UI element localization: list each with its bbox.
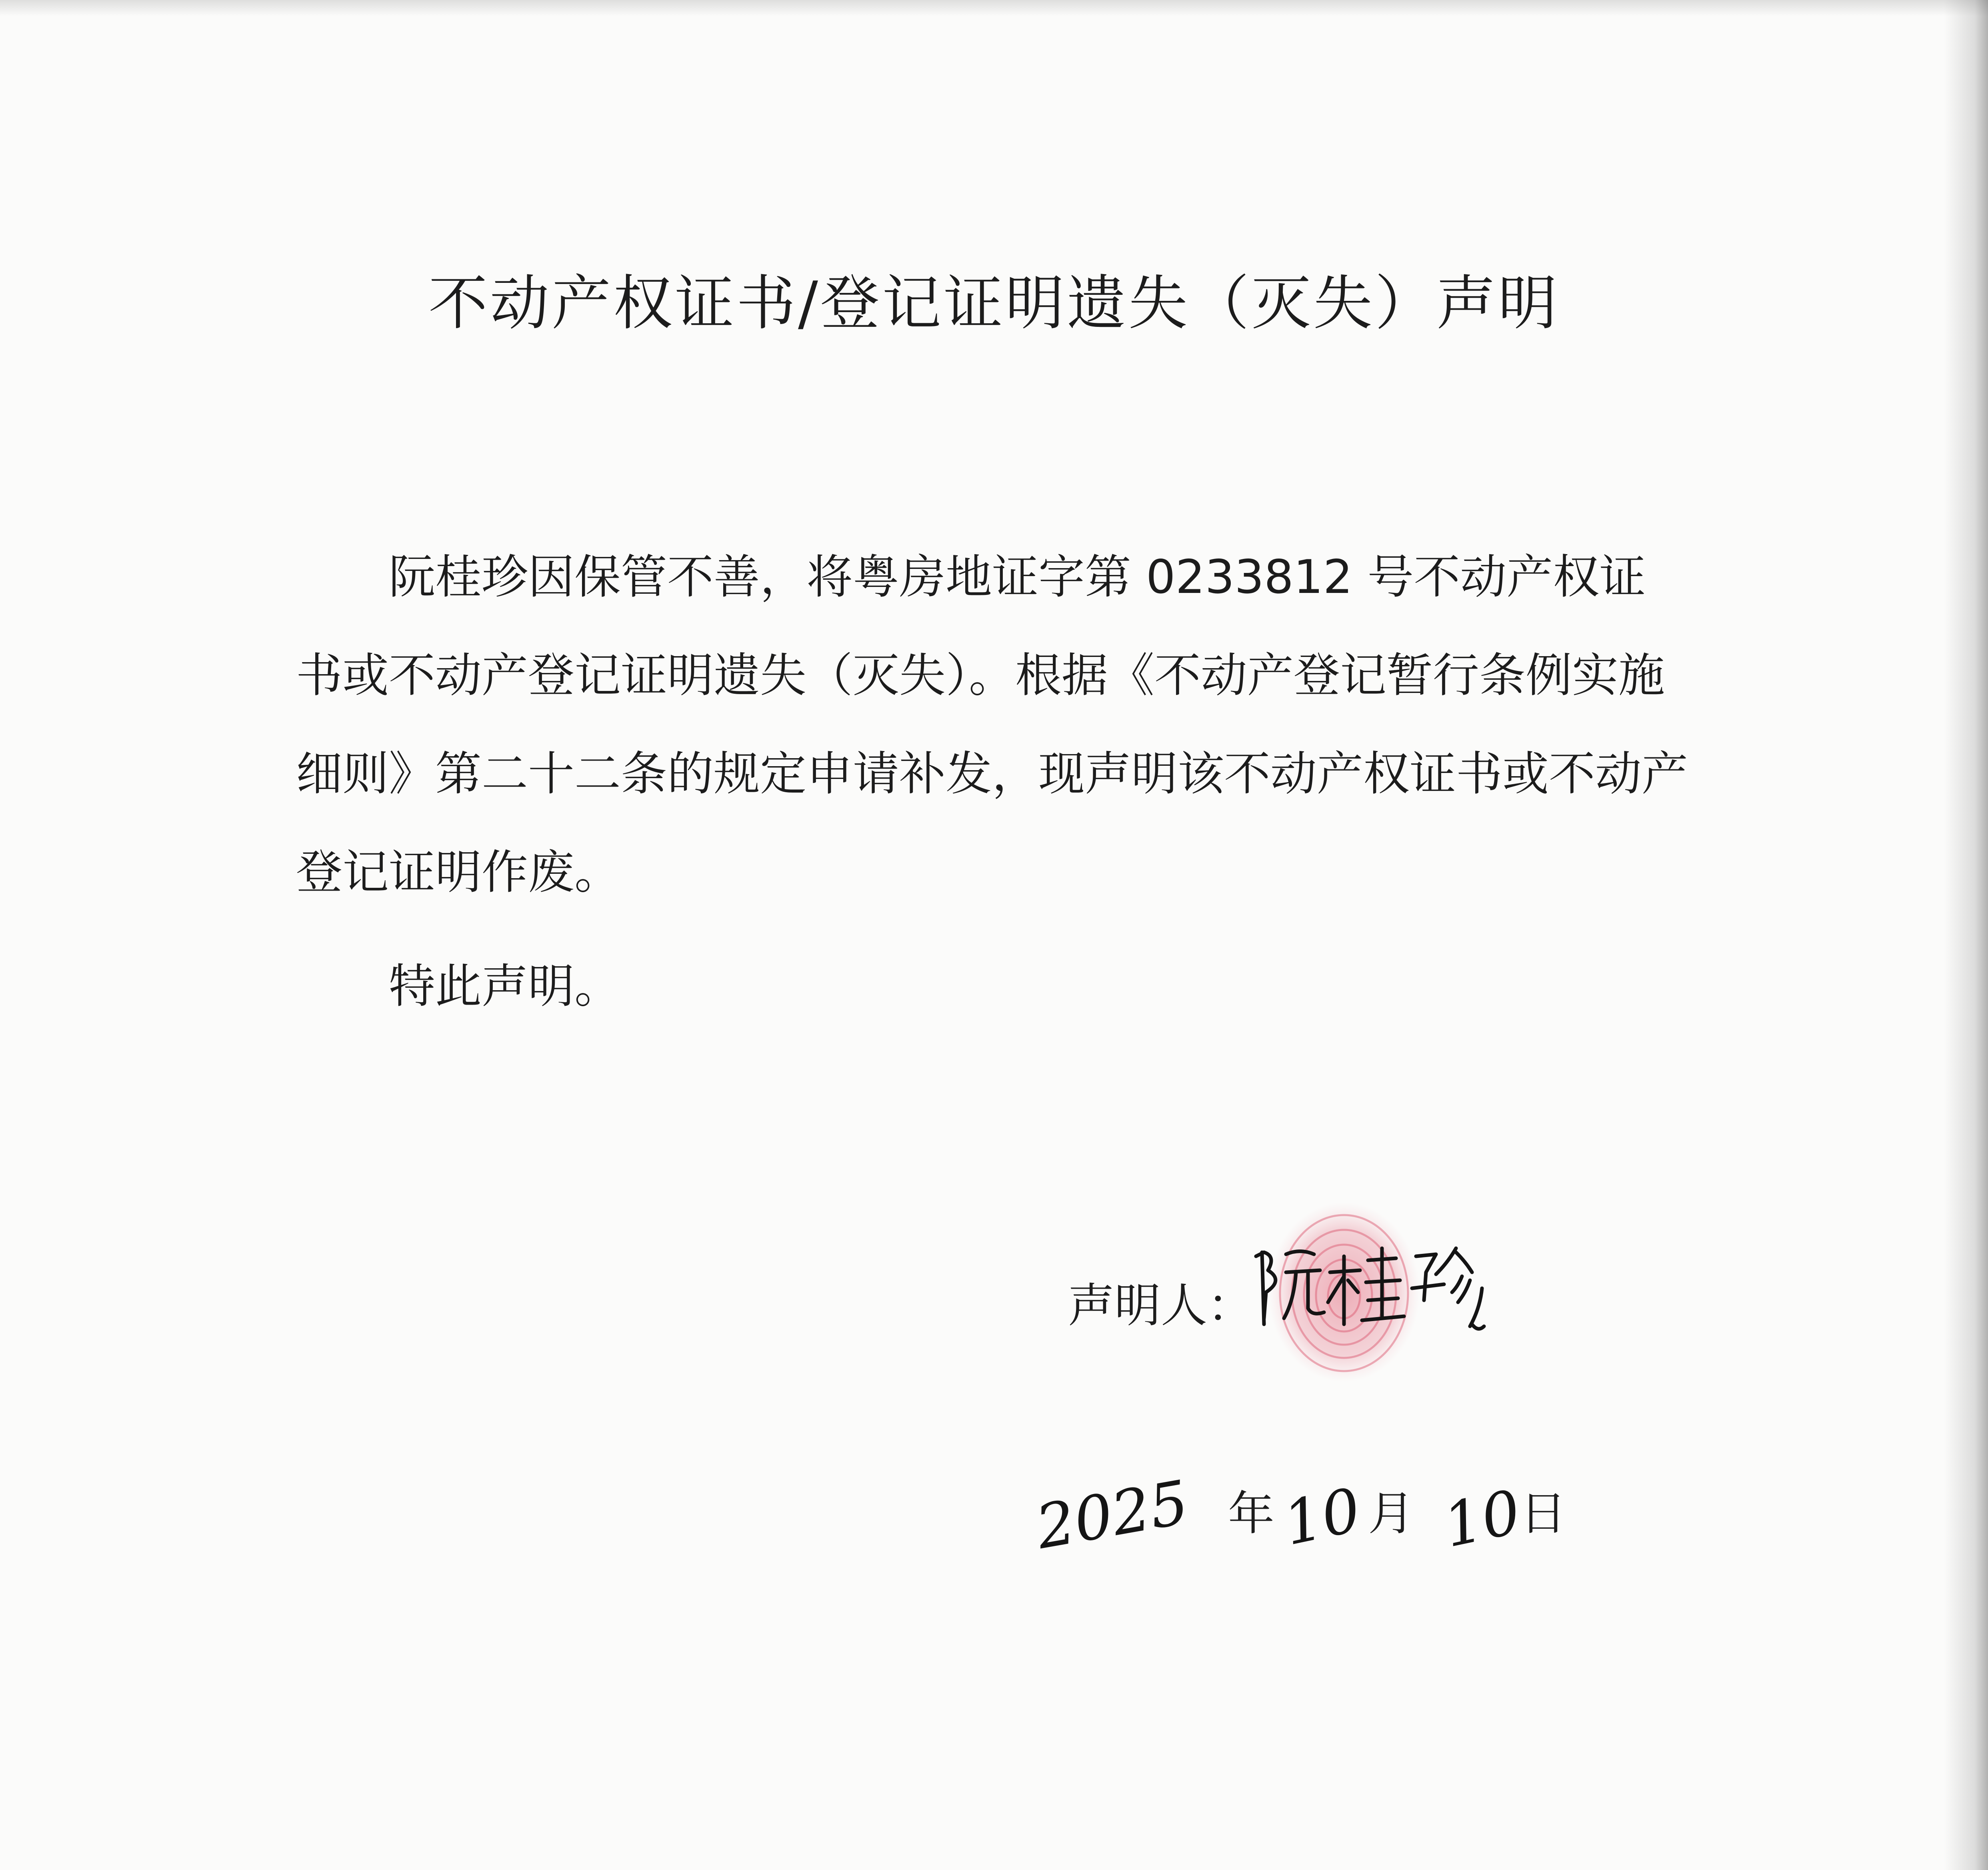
date-month-unit: 月 — [1368, 1487, 1414, 1541]
closing-statement: 特此声明。 — [389, 959, 621, 1013]
date-day: 10 — [1437, 1477, 1527, 1561]
date-year-unit: 年 — [1228, 1487, 1274, 1541]
declaration-paragraph: 阮桂珍因保管不善，将粤房地证字第 0233812 号不动产权证书或不动产登记证明遗失（灭失）。根据《不动产登记暂行条例实施细则》第二十二条的规定申请补发，现声明该不动产权证书或不动产登记证明作废。 — [296, 550, 1688, 899]
page-edge-shadow-top — [0, 0, 1988, 16]
date-day-unit: 日 — [1520, 1487, 1566, 1541]
handwritten-signature — [1248, 1232, 1496, 1352]
date-year: 2025 — [1031, 1468, 1194, 1563]
declaration-body — [296, 528, 1688, 922]
date-month: 10 — [1277, 1475, 1367, 1559]
declarant-label: 声明人： — [1068, 1279, 1254, 1333]
document-title: 不动产权证书/登记证明遗失（灭失）声明 — [428, 269, 1560, 338]
